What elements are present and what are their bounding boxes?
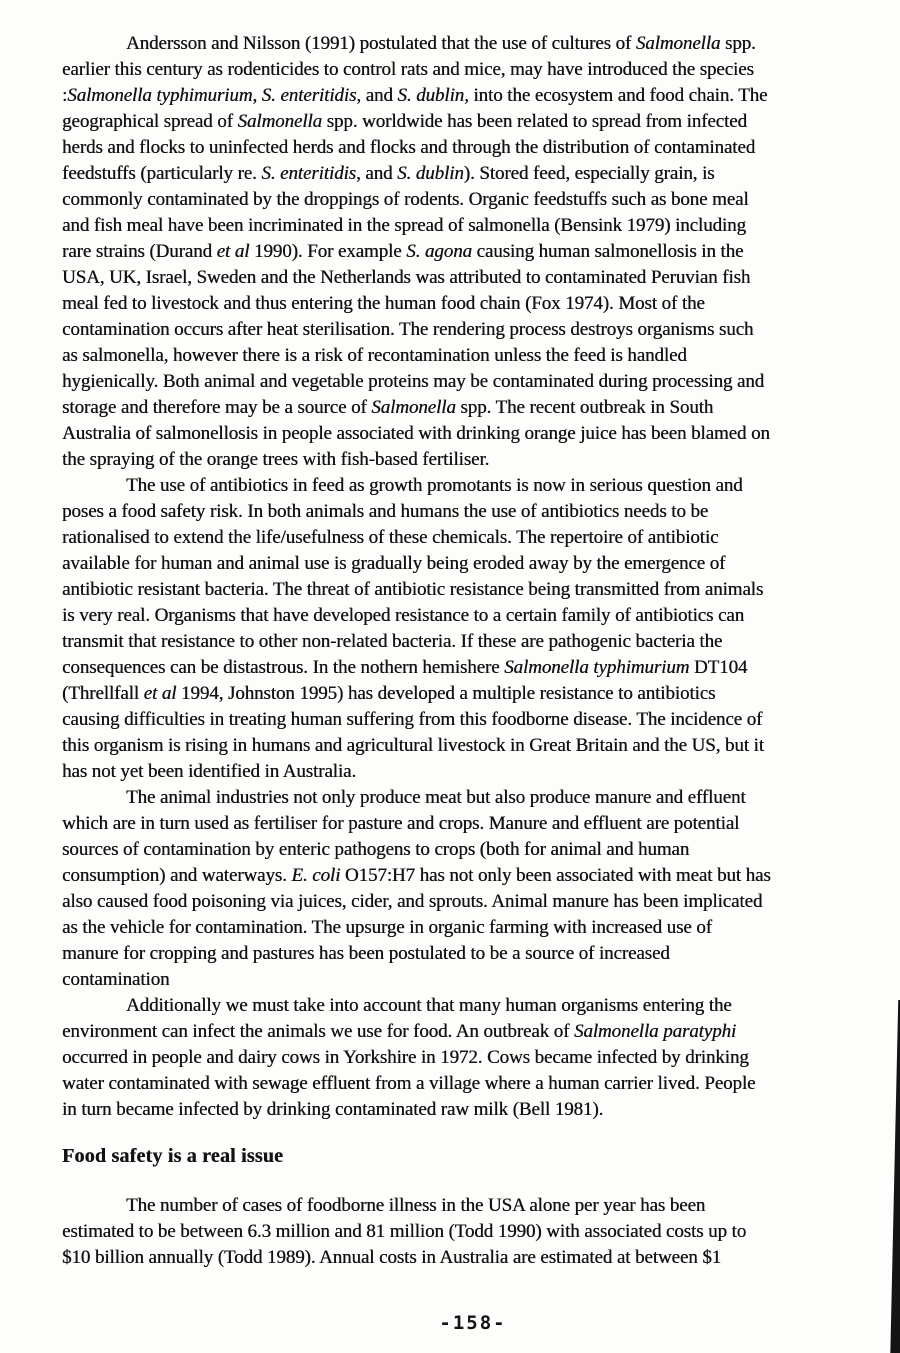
text-run-italic: Salmonella xyxy=(371,397,456,418)
section-heading: Food safety is a real issue xyxy=(62,1145,284,1167)
text-line xyxy=(62,551,884,577)
text-line xyxy=(62,265,884,291)
text-run-italic: Salmonella xyxy=(635,33,721,54)
text-line xyxy=(62,1245,884,1271)
text-line xyxy=(62,31,884,57)
text-run: rationalised to extend the life/usefulness of these chemicals. The repertoire of antibiotic xyxy=(62,527,719,548)
text-line xyxy=(62,239,884,265)
text-run: O157:H7 has not only been associated with meat but has xyxy=(340,865,771,886)
text-run: 1994, Johnston 1995) has developed a multiple resistance to antibiotics xyxy=(176,683,716,704)
text-line xyxy=(62,837,884,863)
text-run: Andersson and Nilsson (1991) postulated that the use of cultures of xyxy=(126,33,636,54)
page-footer xyxy=(62,1312,884,1334)
text-run: occurred in people and dairy cows in Yorkshire in 1972. Cows became infected by drinking xyxy=(62,1047,749,1068)
text-line xyxy=(62,499,884,525)
text-run: available for human and animal use is gradually being eroded away by the emergence of xyxy=(62,553,726,574)
text-line xyxy=(62,473,884,499)
text-run: antibiotic resistant bacteria. The threat of antibiotic resistance being transmitted from animals xyxy=(62,579,764,600)
text-run: consequences can be distastrous. In the nothern hemishere xyxy=(62,657,505,678)
text-run: manure for cropping and pastures has been postulated to be a source of increased xyxy=(62,943,670,964)
paragraph xyxy=(62,785,884,993)
text-line xyxy=(62,759,884,785)
text-line xyxy=(62,395,884,421)
text-run: Additionally we must take into account that many human organisms entering the xyxy=(126,995,732,1016)
text-run-italic: et al xyxy=(143,683,177,704)
scan-edge-artifact xyxy=(889,1000,900,1353)
text-run-italic: Salmonella typhimurium xyxy=(67,85,253,106)
text-line xyxy=(62,525,884,551)
text-run: (Threllfall xyxy=(62,683,144,704)
text-line xyxy=(62,343,884,369)
text-run: hygienically. Both animal and vegetable proteins may be contaminated during processing and xyxy=(62,371,765,392)
text-run: this organism is rising in humans and agricultural livestock in Great Britain and the US, but it xyxy=(62,735,764,756)
text-line xyxy=(62,1071,884,1097)
text-line xyxy=(62,109,884,135)
text-run-italic: S. agona xyxy=(406,241,472,262)
text-run-italic: E. coli xyxy=(291,865,341,886)
text-run: spp. The recent outbreak in South xyxy=(455,397,714,418)
text-line xyxy=(62,889,884,915)
text-line xyxy=(62,1097,884,1123)
text-run: rare strains (Durand xyxy=(62,241,217,262)
text-line xyxy=(62,135,884,161)
text-line xyxy=(62,317,884,343)
text-line xyxy=(62,993,884,1019)
text-run: , xyxy=(252,85,262,106)
text-run: causing difficulties in treating human suffering from this foodborne disease. The incidence of xyxy=(62,709,763,730)
text-run: as the vehicle for contamination. The upsurge in organic farming with increased use of xyxy=(62,917,712,938)
text-run: ). Stored feed, especially grain, is xyxy=(463,163,715,184)
text-run: spp. worldwide has been related to spread from infected xyxy=(321,111,747,132)
text-run: Australia of salmonellosis in people associated with drinking orange juice has been blamed on xyxy=(62,423,770,444)
text-line xyxy=(62,447,884,473)
text-line xyxy=(62,1219,884,1245)
text-run: transmit that resistance to other non-related bacteria. If these are pathogenic bacteria the xyxy=(62,631,723,652)
text-line xyxy=(62,369,884,395)
text-run: the spraying of the orange trees with fish-based fertiliser. xyxy=(62,449,490,470)
text-run: USA, UK, Israel, Sweden and the Netherlands was attributed to contaminated Peruvian fish xyxy=(62,267,751,288)
text-line xyxy=(62,863,884,889)
text-line xyxy=(62,915,884,941)
text-line xyxy=(62,421,884,447)
text-run-italic: S. dublin xyxy=(397,163,464,184)
text-line xyxy=(62,187,884,213)
text-line xyxy=(62,733,884,759)
text-line xyxy=(62,577,884,603)
text-run: herds and flocks to uninfected herds and flocks and through the distribution of contaminated xyxy=(62,137,756,158)
text-line xyxy=(62,941,884,967)
text-line xyxy=(62,811,884,837)
text-run: 1990). For example xyxy=(249,241,407,262)
paragraph xyxy=(62,473,884,785)
paragraph xyxy=(62,1193,884,1271)
page-number: -158- xyxy=(439,1312,507,1334)
text-run: sources of contamination by enteric pathogens to crops (both for animal and human xyxy=(62,839,690,860)
text-run: has not yet been identified in Australia. xyxy=(62,761,357,782)
text-line xyxy=(62,161,884,187)
text-run: water contaminated with sewage effluent from a village where a human carrier lived. People xyxy=(62,1073,756,1094)
text-run: : xyxy=(62,85,68,106)
text-run: The animal industries not only produce meat but also produce manure and effluent xyxy=(126,787,746,808)
text-run: into the ecosystem and food chain. The xyxy=(468,85,768,106)
text-run: is very real. Organisms that have developed resistance to a certain family of antibiotics can xyxy=(62,605,745,626)
text-run: contamination xyxy=(62,969,170,990)
text-run-italic: Salmonella typhimurium xyxy=(504,657,690,678)
text-run: geographical spread of xyxy=(62,111,238,132)
text-line xyxy=(62,603,884,629)
text-run: earlier this century as rodenticides to control rats and mice, may have introduced the species xyxy=(62,59,754,80)
text-run: estimated to be between 6.3 million and 81 million (Todd 1990) with associated costs up to xyxy=(62,1221,747,1242)
text-run: feedstuffs (particularly re. xyxy=(62,163,262,184)
text-line xyxy=(62,967,884,993)
text-run: The number of cases of foodborne illness in the USA alone per year has been xyxy=(126,1195,706,1216)
text-line xyxy=(62,57,884,83)
text-run-italic: S. enteritidis xyxy=(261,163,356,184)
text-line xyxy=(62,1045,884,1071)
document-body xyxy=(62,31,884,1271)
text-line xyxy=(62,707,884,733)
text-run: contamination occurs after heat sterilisation. The rendering process destroys organisms such xyxy=(62,319,754,340)
text-run: which are in turn used as fertiliser for pasture and crops. Manure and effluent are potential xyxy=(62,813,740,834)
text-line xyxy=(62,1193,884,1219)
text-run-italic: et al xyxy=(216,241,250,262)
text-line xyxy=(62,291,884,317)
text-line xyxy=(62,1019,884,1045)
paragraph xyxy=(62,993,884,1123)
text-run: causing human salmonellosis in the xyxy=(471,241,744,262)
text-line xyxy=(62,83,884,109)
text-run-italic: S. dublin, xyxy=(397,85,469,106)
text-run: commonly contaminated by the droppings of rodents. Organic feedstuffs such as bone meal xyxy=(62,189,749,210)
text-run: consumption) and waterways. xyxy=(62,865,292,886)
text-run: as salmonella, however there is a risk of recontamination unless the feed is handled xyxy=(62,345,687,366)
text-run: poses a food safety risk. In both animals and humans the use of antibiotics needs to be xyxy=(62,501,709,522)
text-run: and fish meal have been incriminated in the spread of salmonella (Bensink 1979) including xyxy=(62,215,746,236)
text-run: spp. xyxy=(720,33,756,54)
text-run: $10 billion annually (Todd 1989). Annual costs in Australia are estimated at between $1 xyxy=(62,1247,722,1268)
text-run: meal fed to livestock and thus entering the human food chain (Fox 1974). Most of the xyxy=(62,293,705,314)
text-run: , and xyxy=(356,85,398,106)
text-run: in turn became infected by drinking contaminated raw milk (Bell 1981). xyxy=(62,1099,604,1120)
paragraph xyxy=(62,31,884,473)
text-run: The use of antibiotics in feed as growth promotants is now in serious question and xyxy=(126,475,743,496)
text-run-italic: Salmonella xyxy=(237,111,322,132)
text-line xyxy=(62,681,884,707)
text-run-italic: Salmonella paratyphi xyxy=(573,1021,737,1042)
text-line xyxy=(62,655,884,681)
text-run: , and xyxy=(355,163,398,184)
text-line xyxy=(62,629,884,655)
text-run: environment can infect the animals we use for food. An outbreak of xyxy=(62,1021,574,1042)
text-line xyxy=(62,785,884,811)
text-run-italic: S. enteritidis xyxy=(261,85,357,106)
text-run: DT104 xyxy=(689,657,748,678)
text-run: storage and therefore may be a source of xyxy=(62,397,372,418)
text-run: also caused food poisoning via juices, cider, and sprouts. Animal manure has been implicated xyxy=(62,891,763,912)
text-line xyxy=(62,213,884,239)
